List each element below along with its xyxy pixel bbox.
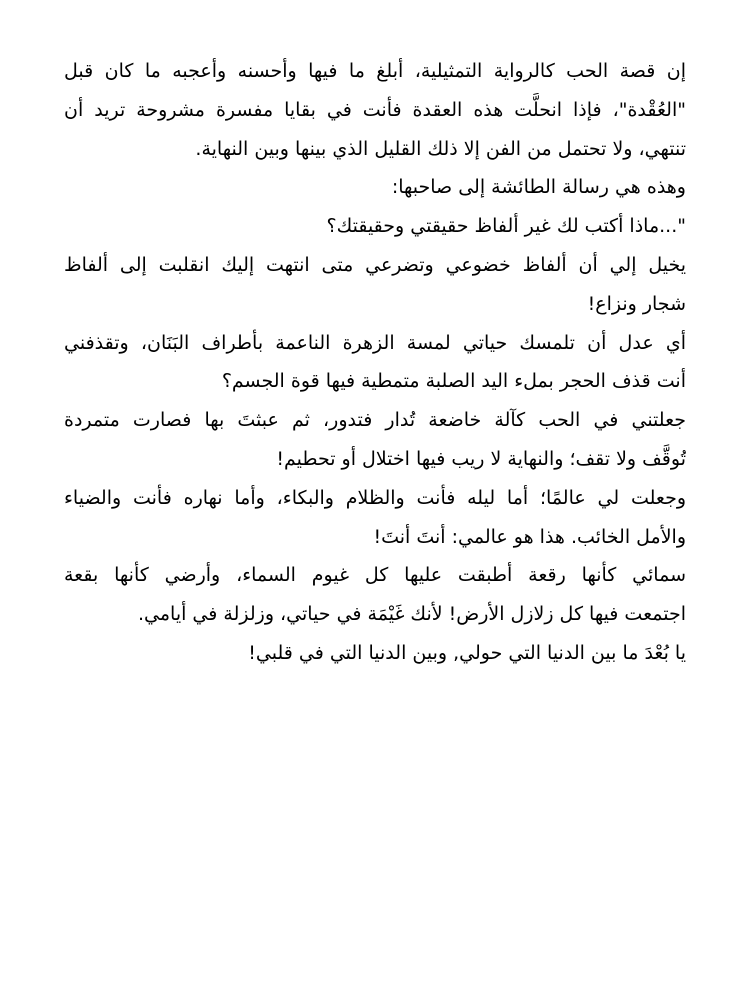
paragraph-line: تنتهي، ولا تحتمل من الفن إلا ذلك القليل الذي بينها وبين النهاية. [195, 137, 686, 160]
paragraph-line: إن قصة الحب كالرواية التمثيلية، أبلغ ما فيها وأحسنه وأعجبه ما كان قبل [64, 60, 686, 82]
paragraph-line: "العُقْدة"، فإذا انحلَّت هذه العقدة فأنت في بقايا مفسرة مشروحة تريد أن [64, 98, 686, 121]
paragraph-line: وهذه هي رسالة الطائشة إلى صاحبها: [391, 176, 686, 199]
paragraph-line: أي عدل أن تلمسك حياتي لمسة الزهرة الناعمة بأطراف البَنَان، وتقذفني [64, 331, 686, 354]
paragraph-line: يا بُعْدَ ما بين الدنيا التي حولي, وبين الدنيا التي في قلبي! [248, 641, 686, 664]
paragraph-line: والأمل الخائب. هذا هو عالمي: أنتَ أنتَ! [373, 525, 686, 548]
paragraph-line: جعلتني في الحب كآلة خاضعة تُدار فتدور، ثم عبثتَ بها فصارت متمردة [64, 409, 686, 432]
letter-opening-line: "...ماذا أكتب لك غير ألفاظ حقيقتي وحقيقتك؟ [326, 215, 686, 238]
paragraph-line: شجار ونزاع! [587, 292, 686, 315]
paragraph-line: تُوقَّف ولا تقف؛ والنهاية لا ريب فيها اختلال أو تحطيم! [276, 447, 686, 470]
paragraph-line: سمائي كأنها رقعة أطبقت عليها كل غيوم السماء، وأرضي كأنها بقعة [64, 564, 686, 587]
paragraph-line: وجعلت لي عالمًا؛ أما ليله فأنت والظلام والبكاء، وأما نهاره فأنت والضياء [64, 486, 686, 509]
paragraph-line: أنت قذف الحجر بملء اليد الصلبة متمطية فيها قوة الجسم؟ [221, 370, 686, 393]
document-page [64, 54, 686, 675]
paragraph-line: اجتمعت فيها كل زلازل الأرض! لأنك غَيْمَة في حياتي، وزلزلة في أيامي. [137, 603, 686, 626]
paragraph-line: يخيل إلي أن ألفاظ خضوعي وتضرعي متى انتهت إليك انقلبت إلى ألفاظ [64, 253, 686, 276]
